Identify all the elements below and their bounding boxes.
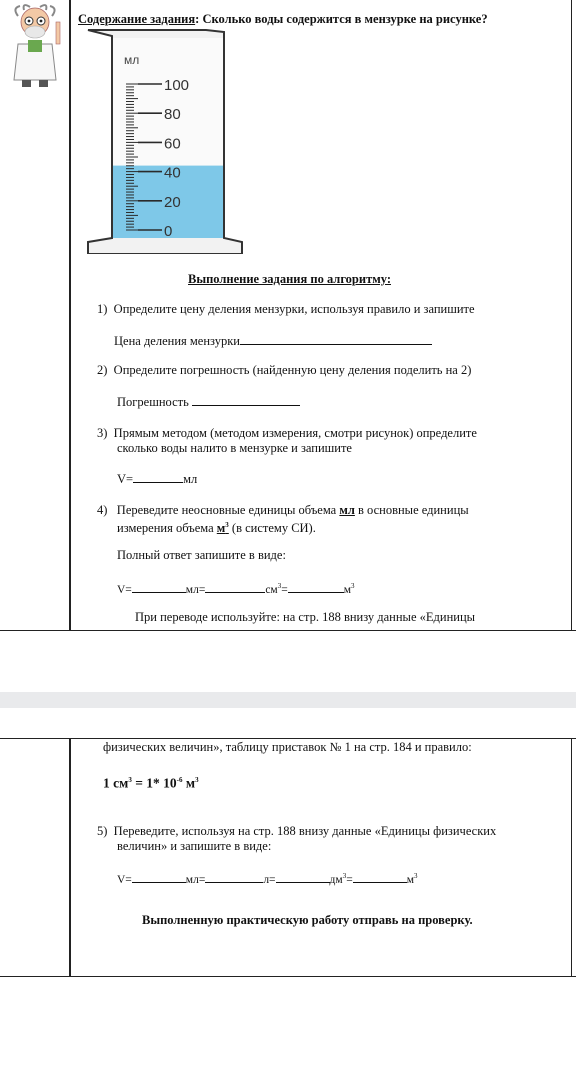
task-question: Сколько воды содержится в мензурке на рисунке? [202,12,488,26]
conv5-sup-dm: 3 [342,872,347,880]
task-colon: : [195,12,200,26]
step-5 [97,824,496,839]
conv5-eq: = [346,873,353,886]
algorithm-title: Выполнение задания по алгоритму: [188,272,391,286]
hint-line-2: физических величин», таблицу приставок № 1 на стр. 184 и правило: [103,740,472,754]
step-5-number: 5) [97,824,108,838]
rule-eq: = 1* 10 [131,775,177,791]
step-2 [97,363,471,378]
conv4-field-2[interactable] [205,581,265,593]
conv5-m: м [406,873,414,886]
conversion-line-5 [117,869,417,888]
task-label: Содержание задания [78,12,196,26]
conv4-eq: = [281,583,288,596]
rule-sup-m: 3 [195,776,199,784]
conv4-sup-m: 3 [350,582,355,590]
page-2-table [0,738,576,977]
scientist-mascot-icon [4,4,66,90]
conv5-field-2[interactable] [205,871,263,883]
division-value-label: Цена деления мензурки [114,334,240,348]
step-4-unit-m: м [216,521,226,536]
step-5-text-1: Переведите, используя на стр. 188 внизу данные «Единицы физических [113,824,497,838]
error-label: Погрешность [117,395,189,409]
volume-line [117,471,197,487]
final-instruction: Выполненную практическую работу отправь на проверку. [142,913,473,927]
step-1 [97,302,475,317]
conv4-cm: см [265,583,278,596]
tick-label: 60 [164,135,181,153]
tick-label: 0 [164,223,173,240]
tick-label: 100 [164,77,190,94]
tick-label: 40 [164,164,181,182]
conv5-dm: дм [329,873,343,886]
step-5-text-2: величин» и запишите в виде: [117,839,272,853]
hint-line-1: При переводе используйте: на стр. 188 внизу данные «Единицы [135,610,476,624]
step-4-number: 4) [97,503,108,517]
tick-label: 20 [164,193,181,211]
right-border-2 [571,739,573,976]
conv5-sup-m: 3 [413,872,418,880]
conv5-l: л= [263,873,276,886]
step-4-text-2a: измерения объема [117,521,217,536]
volume-label: V= [117,472,134,486]
full-answer-text: Полный ответ запишите в виде: [117,548,286,562]
page-gap [0,631,576,708]
division-value-line [114,333,432,349]
tick-label: 80 [164,106,181,124]
division-value-field[interactable] [240,333,432,345]
error-field[interactable] [192,394,300,406]
measuring-cylinder [86,26,244,254]
unit-label: мл [124,53,140,67]
step-1-text: Определите цену деления мензурки, используя правило и запишите [113,302,475,316]
conv5-field-4[interactable] [353,871,407,883]
step-3-number: 3) [97,426,108,440]
step-4-unit-ml: мл [339,503,355,517]
conv5-ml: мл= [185,873,206,886]
task-heading [78,12,488,27]
page-2 [0,708,576,1080]
rule-sup-cm: 3 [128,776,132,784]
conv4-sup-cm: 3 [277,582,282,590]
step-1-number: 1) [97,302,108,316]
conv4-field-1[interactable] [132,581,186,593]
step-4 [97,503,469,518]
error-line [117,394,300,410]
conv5-field-1[interactable] [132,871,186,883]
conversion-rule [103,773,199,791]
step-4-text-1c: в основные единицы [354,503,469,517]
page-separator-band [0,692,576,708]
rule-cm: 1 см [103,775,129,791]
rule-m: м [182,775,196,791]
column-divider-2 [69,739,71,976]
step-2-number: 2) [97,363,108,377]
volume-unit: мл [183,472,198,486]
conv4-field-3[interactable] [288,581,344,593]
step-3-text-1: Прямым методом (методом измерения, смотри рисунок) определите [113,426,477,440]
rule-exponent: -6 [176,776,183,784]
conv4-m: м [343,583,351,596]
step-4-line-2 [117,518,316,536]
step-4-unit-m3 [217,521,229,535]
step-4-text-1a: Переведите неосновные единицы объема [116,503,340,517]
step-4-text-2c: (в систему СИ). [228,521,316,536]
conversion-line-4 [117,579,354,598]
conv4-v: V= [117,583,132,596]
step-2-text: Определите погрешность (найденную цену деления поделить на 2) [113,363,472,377]
conv5-v: V= [117,873,132,886]
column-divider [69,0,71,630]
volume-field[interactable] [133,471,183,483]
step-3-text-2: сколько воды налито в мензурке и запишите [117,441,352,455]
right-border [571,0,573,630]
conv4-ml: мл= [185,583,206,596]
sup-3: 3 [225,521,229,529]
step-3 [97,426,477,441]
conv5-field-3[interactable] [276,871,330,883]
